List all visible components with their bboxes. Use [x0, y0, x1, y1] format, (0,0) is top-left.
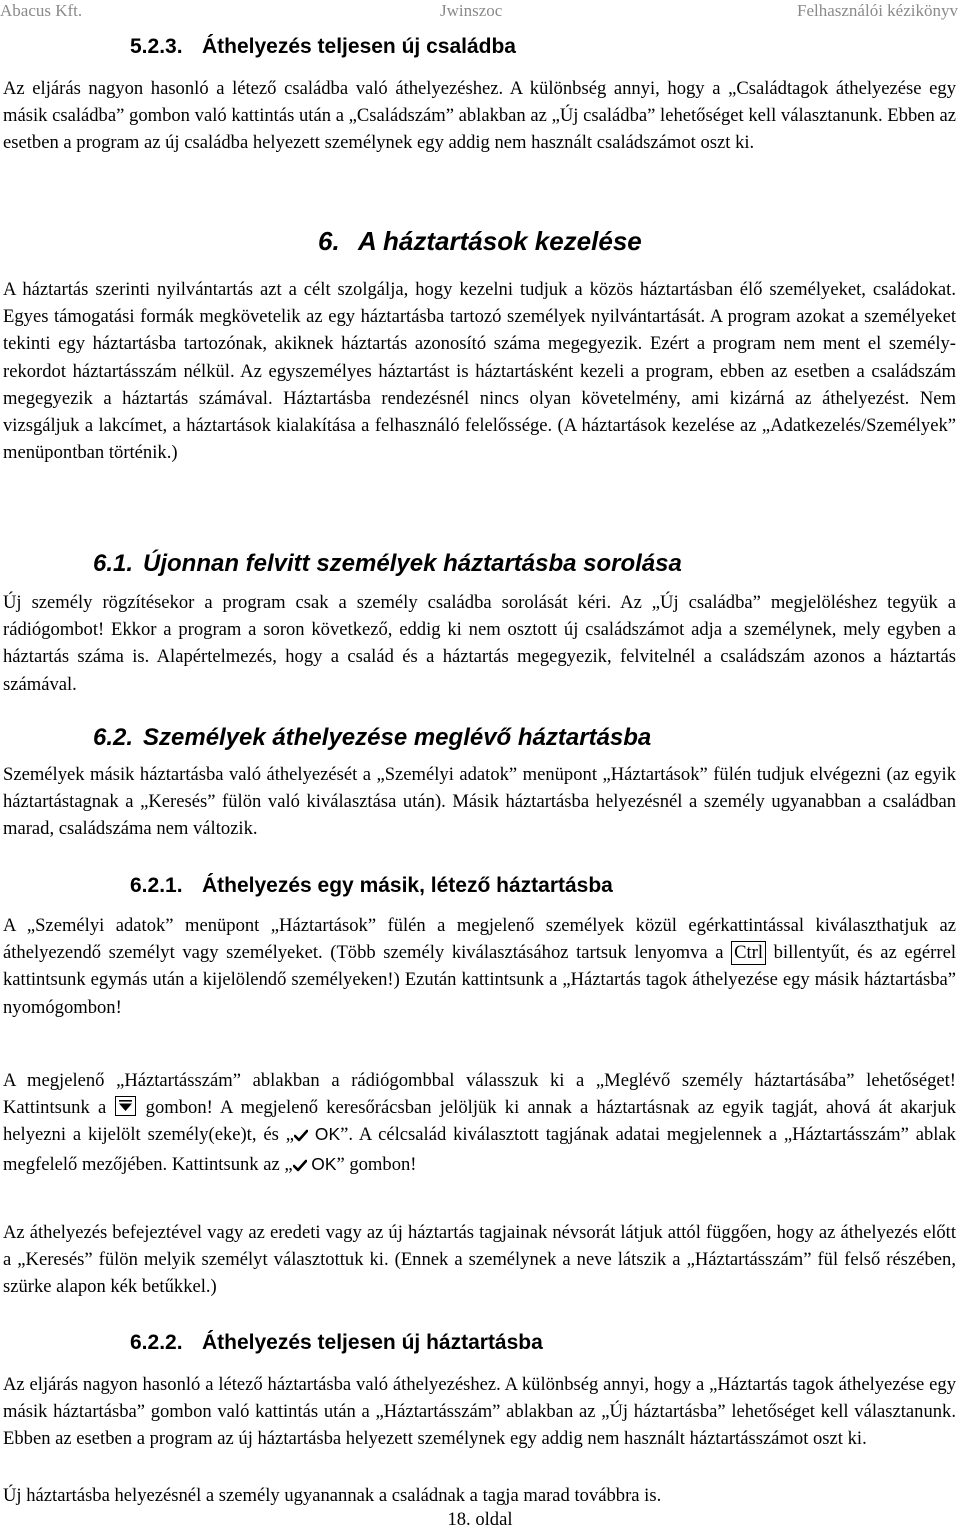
heading-title: Áthelyezés teljesen új családba [202, 35, 516, 58]
heading-6 [318, 225, 642, 257]
heading-5-2-3 [130, 34, 516, 60]
heading-6-2-1 [130, 873, 613, 899]
check-icon [293, 1153, 307, 1180]
paragraph-text: Az eljárás nagyon hasonló a létező családba való áthelyezéshez. A különbség annyi, hogy a „Családtagok áthelyezése egy másik családba” gombon való kattintás után a „Családszám” ablakban az „Új családba” lehetőséget kell választanunk. Ebben az esetben a program az új családba helyezett személynek egy addig nem használt családszámot oszt ki. [3, 78, 956, 154]
ok-label: OK [311, 1153, 337, 1174]
heading-title: Áthelyezés egy másik, létező háztartásba [202, 874, 613, 897]
paragraph-text: ”. A célcsalád kiválasztott tagjának adatai megjelennek a „Háztartásszám” ablak megfelelő mezőjében. Kattintsunk az „ [3, 1124, 956, 1175]
ok-label: OK [314, 1124, 341, 1145]
header-product: Jwinszoc [440, 1, 503, 20]
paragraph-new-household: Az eljárás nagyon hasonló a létező háztartásba való áthelyezéshez. A különbség annyi, hogy a „Háztartás tagok áthelyezése egy másik háztartásba” gombon való kattintás után a „Háztartásszám” ablakban az „Új háztartásba” lehetőséget kell választanunk. Ebben az esetben a program az új háztartásba helyezett személynek egy addig nem használt háztartásszámot oszt ki. [3, 1374, 956, 1450]
paragraph-intro [3, 75, 956, 157]
ctrl-key: Ctrl [731, 941, 766, 965]
heading-title: Újonnan felvitt személyek háztartásba sorolása [143, 550, 682, 577]
paragraph-new-person: Új személy rögzítésekor a program csak a személy családba sorolását kéri. Az „Új családba” megjelöléshez tegyük a rádiógombot! Ekkor a program a soron következő, eddig ki nem osztott új családszámot adja a személynek, mely egyben a háztartás száma is. Alapértelmezés, hogy a család és a háztartás megegyezik, felvitelnél a családszám azonos a háztartás számával. [3, 592, 956, 695]
header-doc-title: Felhasználói kézikönyv [797, 1, 958, 20]
heading-number: 6.2.2. [130, 1331, 183, 1354]
page-number: 18. oldal [447, 1509, 513, 1530]
heading-6-2-2 [130, 1330, 543, 1356]
paragraph-text: gombon! A megjelenő keresőrácsban jelöljük ki annak a háztartásnak az egyik tagját, ahová át akarjuk helyezni a kijelölt személy(eke)t, és „ [3, 1097, 957, 1146]
paragraph-same-family: Új háztartásba helyezésnél a személy ugyanannak a családnak a tagja marad továbbra is. [3, 1485, 662, 1506]
heading-title: Áthelyezés teljesen új háztartásba [202, 1331, 543, 1354]
heading-6-1 [93, 549, 682, 579]
dropdown-arrow-glyph [118, 1100, 133, 1112]
heading-title: A háztartások kezelése [358, 226, 642, 256]
header-company: Abacus Kft. [0, 1, 83, 20]
heading-6-2 [93, 723, 651, 753]
heading-number: 6.2. [93, 724, 134, 751]
page-header [0, 0, 960, 22]
heading-number: 6. [318, 226, 340, 256]
heading-title: Személyek áthelyezése meglévő háztartásba [143, 724, 652, 751]
paragraph-text: A megjelenő „Háztartásszám” ablakban a rádiógombbal válasszuk ki a „Meglévő személy háztartásába” lehetőséget! Kattintsunk a [3, 1070, 956, 1119]
paragraph-text: ” gombon! [336, 1153, 417, 1175]
paragraph-households: A háztartás szerinti nyilvántartás azt a célt szolgálja, hogy kezelni tudjuk a közös háztartásban élő személyeket, családokat. Egyes támogatási formák megkövetelik az egy háztartásba tartozó személyek nyilvántartását. A program azokat a személyeket tekinti egy háztartásba tartozónak, akiknek háztartás azonosító száma megegyezik. Ezért a program nem ment el személy-rekordot háztartásszám nélkül. Az egyszemélyes háztartást is háztartásként kezeli a program, ebben az esetben a családszám megegyezik a háztartás számával. Háztartásba rendezésnél nincs olyan követelmény, ami kizárná az áthelyezést. Nem vizsgáljuk a lakcímet, a háztartások kialakítása a felhasználó felelőssége. (A háztartások kezelése az „Adatkezelés/Személyek” menüpontban történik.) [3, 279, 956, 464]
heading-number: 5.2.3. [130, 35, 183, 58]
paragraph-after-move: Az áthelyezés befejeztével vagy az eredeti vagy az új háztartás tagjainak névsorát látjuk attól függően, hogy az áthelyezés előtt a „Keresés” fülön melyik személyt választottuk ki. (Ennek a személynek a neve látszik a „Háztartásszám” fül felső részében, szürke alapon kék betűkkel.) [3, 1222, 956, 1298]
paragraph-text: A „Személyi adatok” menüpont „Háztartások” fülén a megjelenő személyek közül egérkattintással kiválaszthatjuk az áthelyezendő személyt vagy személyeket. (Több személy kiválasztásához tartsuk lenyomva a [3, 915, 956, 964]
dropdown-arrow-icon [115, 1096, 136, 1116]
paragraph-select-persons [3, 912, 956, 1021]
paragraph-text: billentyűt, és az egérrel kattintsunk egymás után a kijelölendő személyeken!) Ezután kattintsunk a „Háztartás tagok áthelyezése egy másik háztartásba” nyomógombon! [3, 942, 956, 1018]
paragraph-move-existing: Személyek másik háztartásba való áthelyezését a „Személyi adatok” menüpont „Háztartások” fülén tudjuk elvégezni (az egyik háztartástagnak a „Keresés” fülön való kiválasztása után). Másik háztartásba helyezésnél a személy ugyanabban a családban marad, családszáma nem változik. [3, 764, 956, 840]
paragraph-household-window [3, 1067, 956, 1180]
heading-number: 6.1. [93, 550, 134, 577]
heading-number: 6.2.1. [130, 874, 183, 897]
check-icon [294, 1123, 308, 1150]
